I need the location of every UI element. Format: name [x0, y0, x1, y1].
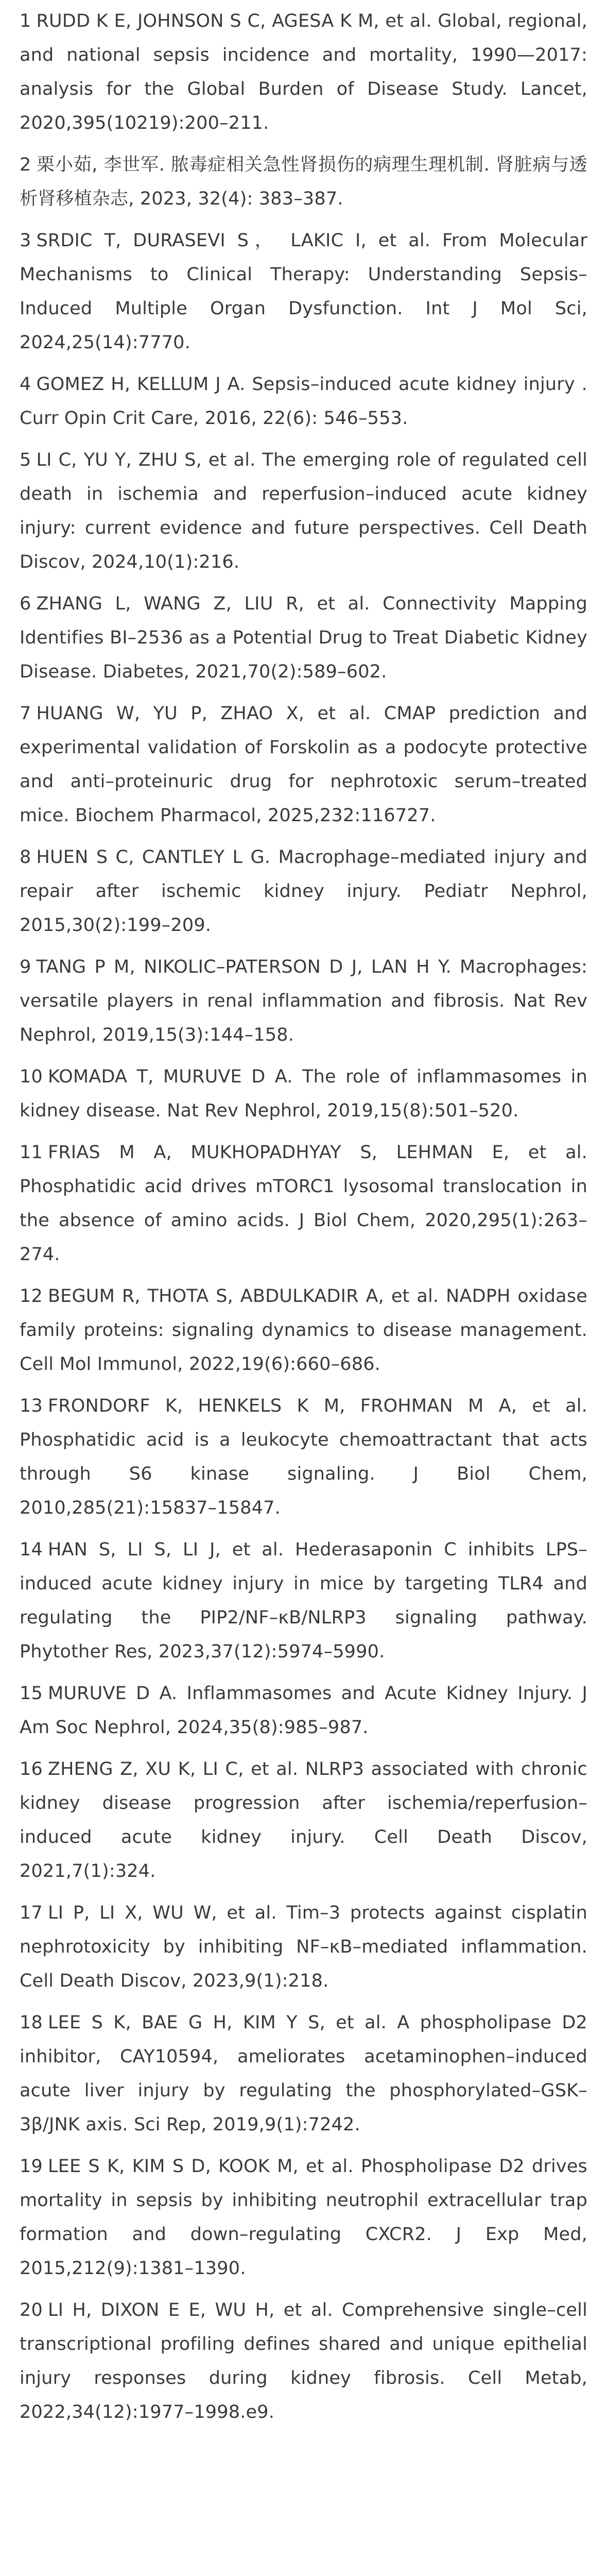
reference-number: 1 — [20, 11, 31, 31]
reference-number: 3 — [20, 230, 31, 251]
reference-item — [20, 2293, 587, 2429]
reference-number: 8 — [20, 847, 31, 868]
reference-text: KOMADA T, MURUVE D A. The role of inflammasomes in kidney disease. Nat Rev Nephrol, 2019,15(8):501–520. — [20, 1066, 587, 1121]
reference-text: LEE S K, BAE G H, KIM Y S, et al. A phospholipase D2 inhibitor, CAY10594, ameliorates acetaminophen–induced acute liver injury by regulating the phosphorylated–GSK–3β/JNK axis. Sci Rep, 2019,9(1):7242. — [20, 2012, 587, 2135]
reference-text: LI H, DIXON E E, WU H, et al. Comprehensive single–cell transcriptional profiling defines shared and unique epithelial injury responses during kidney fibrosis. Cell Metab, 2022,34(12):1977–1998.e9. — [20, 2300, 587, 2422]
reference-number: 9 — [20, 957, 31, 977]
reference-text: ZHENG Z, XU K, LI C, et al. NLRP3 associated with chronic kidney disease progression after ischemia/reperfusion–induced acute kidney injury. Cell Death Discov, 2021,7(1):324. — [20, 1759, 587, 1882]
reference-item — [20, 1896, 587, 1998]
reference-text: RUDD K E, JOHNSON S C, AGESA K M, et al. Global, regional, and national sepsis incidence and mortality, 1990—2017: analysis for the Global Burden of Disease Study. Lancet, 2020,395(10219):200–211. — [20, 11, 587, 133]
reference-number: 11 — [20, 1142, 43, 1163]
reference-item — [20, 1752, 587, 1888]
reference-text: TANG P M, NIKOLIC–PATERSON D J, LAN H Y. Macrophages: versatile players in renal inflammation and fibrosis. Nat Rev Nephrol, 2019,15(3):144–158. — [20, 957, 587, 1045]
reference-text: LI P, LI X, WU W, et al. Tim–3 protects against cisplatin nephrotoxicity by inhibiting NF–κB–mediated inflammation. Cell Death Discov, 2023,9(1):218. — [20, 1903, 587, 1991]
reference-number: 14 — [20, 1539, 43, 1560]
reference-text: LEE S K, KIM S D, KOOK M, et al. Phospholipase D2 drives mortality in sepsis by inhibiting neutrophil extracellular trap formation and down–regulating CXCR2. J Exp Med, 2015,212(9):1381–1390. — [20, 2156, 587, 2279]
reference-number: 20 — [20, 2300, 43, 2320]
reference-text: HAN S, LI S, LI J, et al. Hederasaponin C inhibits LPS–induced acute kidney injury in mice by targeting TLR4 and regulating the PIP2/NF–κB/NLRP3 signaling pathway. Phytother Res, 2023,37(12):5974–5990. — [20, 1539, 587, 1662]
reference-number: 19 — [20, 2156, 43, 2177]
reference-text: FRONDORF K, HENKELS K M, FROHMAN M A, et al. Phosphatidic acid is a leukocyte chemoattractant that acts through S6 kinase signaling. J Biol Chem, 2010,285(21):15837–15847. — [20, 1396, 587, 1518]
reference-item — [20, 697, 587, 833]
reference-text: BEGUM R, THOTA S, ABDULKADIR A, et al. NADPH oxidase family proteins: signaling dynamics to disease management. Cell Mol Immunol, 2022,19(6):660–686. — [20, 1286, 587, 1375]
reference-text: ZHANG L, WANG Z, LIU R, et al. Connectivity Mapping Identifies BI–2536 as a Potential Drug to Treat Diabetic Kidney Disease. Diabetes, 2021,70(2):589–602. — [20, 594, 587, 682]
reference-text: FRIAS M A, MUKHOPADHYAY S, LEHMAN E, et al. Phosphatidic acid drives mTORC1 lysosomal translocation in the absence of amino acids. J Biol Chem, 2020,295(1):263–274. — [20, 1142, 587, 1265]
reference-number: 6 — [20, 594, 31, 614]
reference-item — [20, 840, 587, 942]
reference-item — [20, 2006, 587, 2142]
reference-item — [20, 2149, 587, 2285]
reference-item — [20, 4, 587, 140]
reference-list — [20, 4, 587, 2437]
reference-item — [20, 1136, 587, 1272]
reference-number: 2 — [20, 155, 31, 175]
reference-number: 16 — [20, 1759, 43, 1780]
reference-number: 15 — [20, 1683, 43, 1704]
reference-text: GOMEZ H, KELLUM J A. Sepsis–induced acute kidney injury . Curr Opin Crit Care, 2016, 22(6): 546–553. — [20, 374, 587, 429]
reference-item — [20, 443, 587, 579]
reference-item — [20, 1279, 587, 1381]
reference-text: MURUVE D A. Inflammasomes and Acute Kidney Injury. J Am Soc Nephrol, 2024,35(8):985–987. — [20, 1683, 587, 1738]
reference-item — [20, 1060, 587, 1128]
reference-number: 17 — [20, 1903, 43, 1923]
reference-item — [20, 950, 587, 1052]
reference-item — [20, 1676, 587, 1744]
reference-item — [20, 587, 587, 689]
reference-text: SRDIC T, DURASEVI S， LAKIC I, et al. From Molecular Mechanisms to Clinical Therapy: Understanding Sepsis–Induced Multiple Organ Dysfunction. Int J Mol Sci, 2024,25(14):7770. — [20, 230, 587, 353]
reference-item — [20, 1533, 587, 1669]
reference-number: 5 — [20, 450, 31, 470]
reference-item — [20, 367, 587, 435]
reference-text: HUANG W, YU P, ZHAO X, et al. CMAP prediction and experimental validation of Forskolin as a podocyte protective and anti–proteinuric drug for nephrotoxic serum–treated mice. Biochem Pharmacol, 2025,232:116727. — [20, 703, 587, 826]
reference-item — [20, 148, 587, 216]
reference-number: 10 — [20, 1066, 43, 1087]
reference-item — [20, 224, 587, 360]
reference-number: 18 — [20, 2012, 43, 2033]
reference-text: 栗小茹, 李世军. 脓毒症相关急性肾损伤的病理生理机制. 肾脏病与透析肾移植杂志, 2023, 32(4): 383–387. — [20, 155, 587, 209]
reference-item — [20, 1389, 587, 1525]
reference-number: 13 — [20, 1396, 43, 1416]
reference-text: HUEN S C, CANTLEY L G. Macrophage–mediated injury and repair after ischemic kidney injury. Pediatr Nephrol, 2015,30(2):199–209. — [20, 847, 587, 936]
reference-number: 4 — [20, 374, 31, 395]
reference-number: 7 — [20, 703, 31, 724]
reference-text: LI C, YU Y, ZHU S, et al. The emerging role of regulated cell death in ischemia and reperfusion–induced acute kidney injury: current evidence and future perspectives. Cell Death Discov, 2024,10(1):216. — [20, 450, 587, 572]
reference-number: 12 — [20, 1286, 43, 1307]
